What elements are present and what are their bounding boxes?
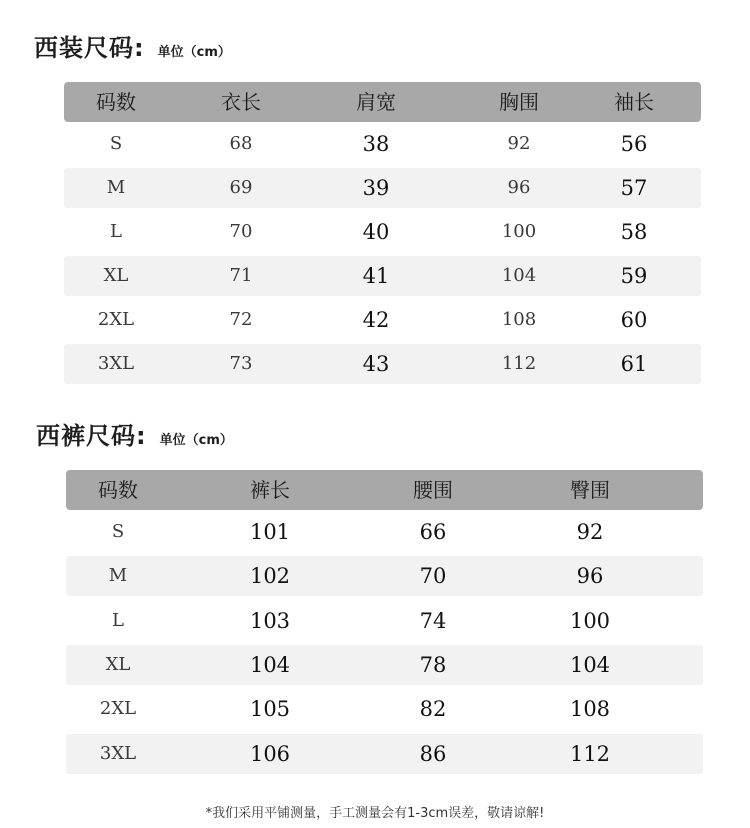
suit-size-label: M	[106, 177, 126, 198]
suit-header-cell: 衣长	[221, 90, 261, 114]
pants-size-heading	[36, 416, 233, 451]
suit-measure-cell: 59	[620, 264, 648, 288]
suit-size-label: 2XL	[97, 309, 135, 330]
pants-measure-cell: 74	[419, 609, 447, 633]
pants-measure-cell: 104	[569, 653, 611, 677]
suit-table-row	[64, 124, 701, 164]
suit-measure-cell: 70	[229, 221, 253, 242]
suit-measure-cell: 100	[501, 221, 537, 242]
suit-table-header	[64, 82, 701, 122]
pants-size-title: 西裤尺码	[36, 422, 136, 450]
pants-table-row	[66, 601, 703, 641]
suit-measure-cell: 73	[229, 353, 253, 374]
suit-measure-cell: 41	[362, 264, 390, 288]
suit-size-label: 3XL	[97, 353, 135, 374]
pants-measure-cell: 86	[419, 742, 447, 766]
pants-measure-cell: 108	[569, 697, 611, 721]
suit-measure-cell: 60	[620, 308, 648, 332]
pants-size-label: M	[108, 565, 128, 586]
suit-size-label: S	[109, 133, 123, 154]
pants-table-row	[66, 734, 703, 774]
suit-measure-cell: 57	[620, 176, 648, 200]
suit-header-cell: 肩宽	[356, 90, 396, 114]
suit-measure-cell: 108	[501, 309, 537, 330]
pants-measure-cell: 105	[249, 697, 291, 721]
pants-size-label: L	[112, 610, 124, 631]
suit-measure-cell: 38	[362, 132, 390, 156]
pants-measure-cell: 100	[569, 609, 611, 633]
suit-measure-cell: 92	[507, 133, 531, 154]
pants-measure-cell: 92	[576, 520, 604, 544]
suit-measure-cell: 61	[620, 352, 648, 376]
measurement-note: *我们采用平铺测量，手工测量会有1-3cm误差，敬请谅解!	[205, 806, 545, 821]
pants-measure-cell: 103	[249, 609, 291, 633]
suit-size-title: 西装尺码	[34, 34, 134, 62]
pants-header-cell: 裤长	[250, 478, 290, 502]
pants-measure-cell: 101	[249, 520, 291, 544]
pants-measure-cell: 66	[419, 520, 447, 544]
suit-table-row	[64, 300, 701, 340]
pants-size-label: XL	[105, 654, 131, 675]
pants-table-row	[66, 645, 703, 685]
suit-measure-cell: 96	[507, 177, 531, 198]
pants-size-label: S	[111, 521, 125, 542]
pants-header-cell: 码数	[98, 478, 138, 502]
pants-table-row	[66, 512, 703, 552]
pants-measure-cell: 70	[419, 564, 447, 588]
suit-measure-cell: 56	[620, 132, 648, 156]
suit-size-label: L	[110, 221, 122, 242]
pants-measure-cell: 82	[419, 697, 447, 721]
suit-measure-cell: 104	[501, 265, 537, 286]
suit-header-cell: 袖长	[614, 90, 654, 114]
suit-unit-label: 单位（cm）	[157, 45, 231, 60]
suit-measure-cell: 39	[362, 176, 390, 200]
pants-table-row	[66, 556, 703, 596]
pants-header-cell: 腰围	[413, 478, 453, 502]
suit-size-label: XL	[103, 265, 129, 286]
suit-measure-cell: 72	[229, 309, 253, 330]
suit-measure-cell: 42	[362, 308, 390, 332]
suit-size-table	[64, 82, 701, 386]
pants-measure-cell: 102	[249, 564, 291, 588]
suit-table-row	[64, 168, 701, 208]
pants-measure-cell: 112	[569, 742, 611, 766]
suit-header-cell: 胸围	[499, 90, 539, 114]
pants-header-cell: 臀围	[570, 478, 610, 502]
suit-size-heading	[34, 28, 231, 63]
suit-measure-cell: 68	[229, 133, 253, 154]
suit-measure-cell: 69	[229, 177, 253, 198]
pants-table-header	[66, 470, 703, 510]
suit-header-cell: 码数	[96, 90, 136, 114]
suit-size-colon: :	[134, 34, 144, 62]
pants-size-table	[66, 470, 703, 772]
pants-size-label: 3XL	[99, 743, 137, 764]
suit-measure-cell: 43	[362, 352, 390, 376]
suit-measure-cell: 71	[229, 265, 253, 286]
pants-measure-cell: 96	[576, 564, 604, 588]
suit-table-row	[64, 344, 701, 384]
pants-measure-cell: 106	[249, 742, 291, 766]
pants-unit-label: 单位（cm）	[159, 433, 233, 448]
suit-table-row	[64, 212, 701, 252]
pants-measure-cell: 104	[249, 653, 291, 677]
pants-size-label: 2XL	[99, 698, 137, 719]
pants-size-colon: :	[136, 422, 146, 450]
suit-measure-cell: 40	[362, 220, 390, 244]
suit-measure-cell: 112	[501, 353, 537, 374]
suit-table-row	[64, 256, 701, 296]
pants-measure-cell: 78	[419, 653, 447, 677]
suit-measure-cell: 58	[620, 220, 648, 244]
pants-table-row	[66, 689, 703, 729]
